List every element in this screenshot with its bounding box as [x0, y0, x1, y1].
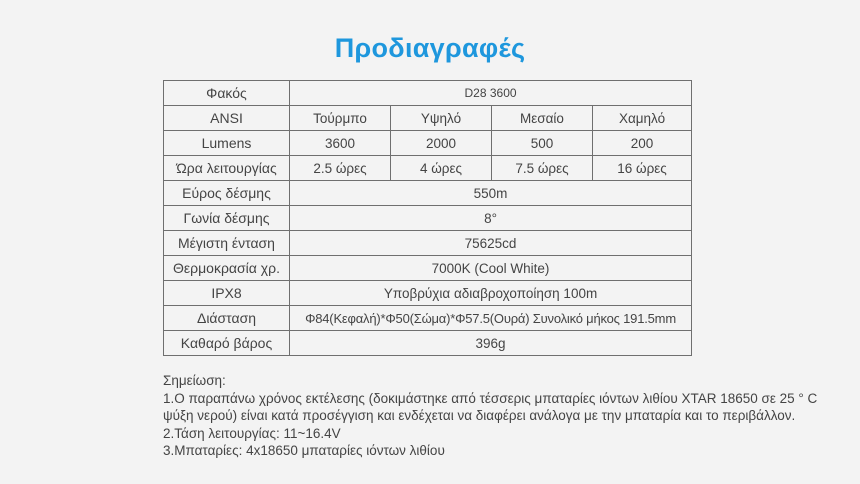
mode-high: Υψηλό: [391, 106, 492, 131]
mode-medium: Μεσαίο: [492, 106, 593, 131]
notes-heading: Σημείωση:: [163, 373, 226, 388]
mode-turbo: Τούρμπο: [290, 106, 391, 131]
mode-low: Χαμηλό: [593, 106, 692, 131]
table-row: [164, 156, 692, 181]
lumens-high: 2000: [391, 131, 492, 156]
ansi-label: ANSI: [164, 106, 290, 131]
table-row: [164, 256, 692, 281]
dimension-label: Διάσταση: [164, 306, 290, 331]
page-title: Προδιαγραφές: [334, 33, 526, 63]
lumens-medium: 500: [492, 131, 593, 156]
runtime-medium: 7.5 ώρες: [492, 156, 593, 181]
runtime-label: Ώρα λειτουργίας: [164, 156, 290, 181]
table-row: [164, 181, 692, 206]
weight-value: 396g: [290, 331, 692, 356]
weight-label: Καθαρό βάρος: [164, 331, 290, 356]
lumens-label: Lumens: [164, 131, 290, 156]
note-line: ψύξη νερού) είναι κατά προσέγγιση και ενδέχεται να διαφέρει ανάλογα με την μπαταρία και το περιβάλλον.: [163, 408, 796, 423]
note-line: 3.Μπαταρίες: 4x18650 μπαταρίες ιόντων λιθίου: [163, 443, 445, 458]
intensity-label: Μέγιστη ένταση: [164, 231, 290, 256]
table-row: [164, 81, 692, 106]
runtime-turbo: 2.5 ώρες: [290, 156, 391, 181]
lumens-turbo: 3600: [290, 131, 391, 156]
dimension-value: Φ84(Κεφαλή)*Φ50(Σώμα)*Φ57.5(Ουρά) Συνολικό μήκος 191.5mm: [290, 306, 692, 331]
table-row: [164, 331, 692, 356]
beam-angle-value: 8°: [290, 206, 692, 231]
color-temp-label: Θερμοκρασία χρ.: [164, 256, 290, 281]
color-temp-value: 7000K (Cool White): [290, 256, 692, 281]
runtime-low: 16 ώρες: [593, 156, 692, 181]
table-row: [164, 131, 692, 156]
model-value: D28 3600: [290, 81, 692, 106]
lumens-low: 200: [593, 131, 692, 156]
note-line: 1.Ο παραπάνω χρόνος εκτέλεσης (δοκιμάστηκε από τέσσερις μπαταρίες ιόντων λιθίου XTAR 18650 σε 25 ° C: [163, 390, 818, 406]
intensity-value: 75625cd: [290, 231, 692, 256]
notes-section: [163, 372, 833, 460]
beam-distance-value: 550m: [290, 181, 692, 206]
runtime-high: 4 ώρες: [391, 156, 492, 181]
table-row: [164, 106, 692, 131]
beam-distance-label: Εύρος δέσμης: [164, 181, 290, 206]
note-line: 2.Τάση λειτουργίας: 11~16.4V: [163, 425, 341, 441]
table-row: [164, 281, 692, 306]
spec-table: [163, 80, 692, 356]
table-row: [164, 306, 692, 331]
ip-value: Υποβρύχια αδιαβροχοποίηση 100m: [290, 281, 692, 306]
model-label: Φακός: [164, 81, 290, 106]
beam-angle-label: Γωνία δέσμης: [164, 206, 290, 231]
table-row: [164, 206, 692, 231]
table-row: [164, 231, 692, 256]
ip-label: IPX8: [164, 281, 290, 306]
